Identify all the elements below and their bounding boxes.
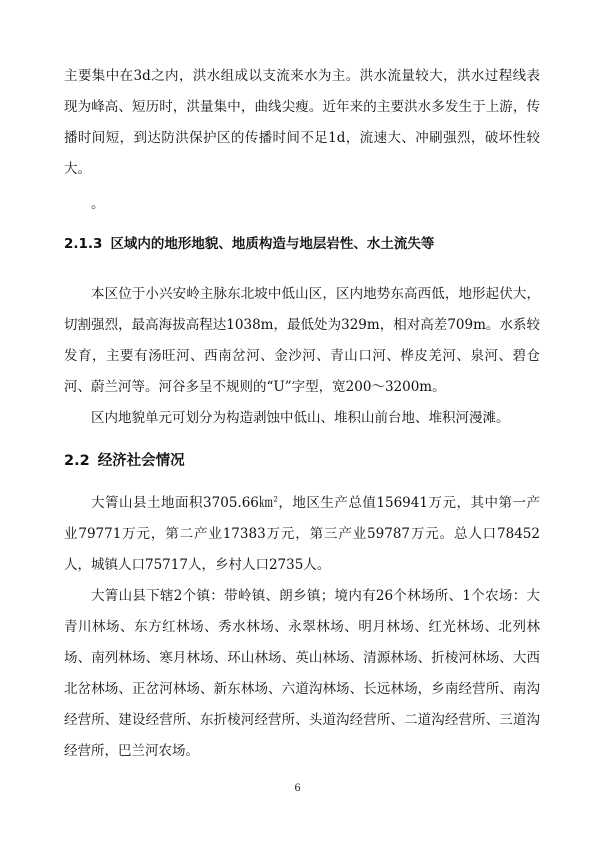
section-title: 经济社会情况 <box>97 453 185 469</box>
paragraph-terrain-1: 本区位于小兴安岭主脉东北坡中低山区，区内地势东高西低，地形起伏大，切割强烈，最高海拔高程达1038m，最低处为329m，相对高差709m。水系较发育，主要有汤旺河、西南岔河、金沙河、青山口河、桦皮羌河、泉河、碧仓河、蔚兰河等。河谷多呈不规则的“U”字型，宽200～3200m。 <box>64 286 540 395</box>
paragraph-terrain-2: 区内地貌单元可划分为构造剥蚀中低山、堆积山前台地、堆积河漫滩。 <box>91 410 510 426</box>
section-number: 2.2 <box>64 453 90 469</box>
paragraph-economy-1 <box>64 488 540 581</box>
section-heading-2-1-3 <box>64 234 540 254</box>
superscript: 2 <box>273 495 278 504</box>
section-number: 2.1.3 <box>64 236 103 252</box>
paragraph-flood-continuation: 主要集中在3d之内，洪水组成以支流来水为主。洪水流量较大，洪水过程线表现为峰高、短历时，洪量集中，曲线尖瘦。近年来的主要洪水多发生于上游，传播时间短，到达防洪保护区的传播时间不足1d，流速大、冲刷强烈，破坏性较大。 <box>64 68 540 177</box>
paragraph-economy-2: 大箐山县下辖2个镇：带岭镇、朗乡镇；境内有26个林场所、1个农场：大青川林场、东方红林场、秀水林场、永翠林场、明月林场、红光林场、北列林场、南列林场、寒月林场、环山林场、英山林场、清源林场、折棱河林场、大西北岔林场、正岔河林场、新东林场、六道沟林场、长远林场，乡南经营所、南沟经营所、建设经营所、东折棱河经营所、头道沟经营所、二道沟经营所、三道沟经营所，巴兰河农场。 <box>64 588 540 759</box>
stray-punctuation: 。 <box>91 196 105 212</box>
text-run: 大箐山县土地面积3705.66㎞ <box>91 495 274 511</box>
page-number: 6 <box>294 783 301 794</box>
section-title: 区域内的地形地貌、地质构造与地层岩性、水土流失等 <box>110 236 435 252</box>
section-heading-2-2 <box>64 450 540 472</box>
text-run: ，地区生产总值156941万元，其中第一产业79771万元，第二产业17383万元，第三产业59787万元。总人口78452人，城镇人口75717人，乡村人口2735人。 <box>64 495 540 573</box>
